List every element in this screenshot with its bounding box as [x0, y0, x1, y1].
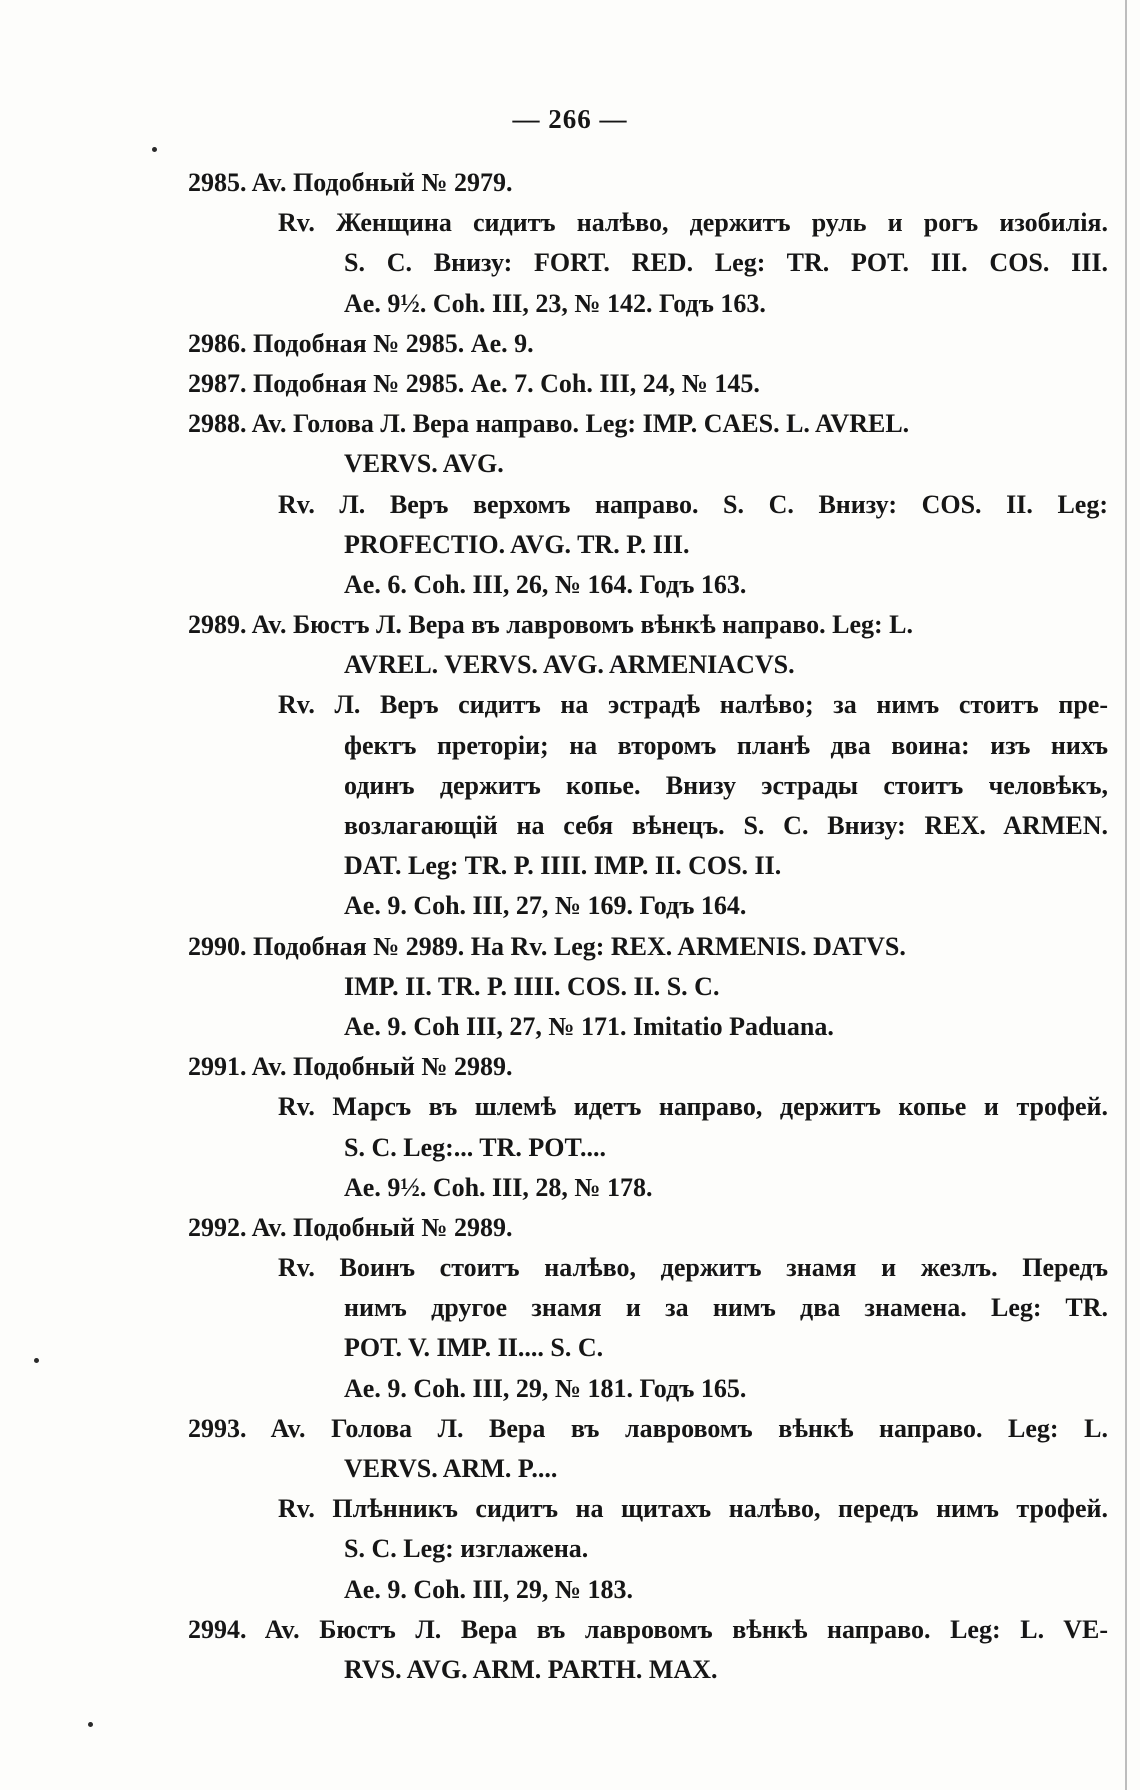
- entry-number: 2985.: [188, 168, 247, 197]
- entry-line: RVS. AVG. ARM. PARTH. MAX.: [344, 1654, 718, 1684]
- entry-line: 2989. Av. Бюстъ Л. Вера въ лавровомъ вѣнкѣ направо. Leg: L.: [188, 610, 913, 640]
- entry-number: 2987.: [188, 368, 247, 398]
- entry-line: AVREL. VERVS. AVG. ARMENIACVS.: [344, 650, 795, 680]
- entry-number: 2990.: [188, 931, 247, 961]
- entry-line: VERVS. AVG.: [344, 449, 504, 479]
- entry-number: 2988.: [188, 409, 247, 439]
- entry-line: Rv. Л. Веръ верхомъ направо. S. C. Внизу: COS. II. Leg:: [278, 489, 1108, 519]
- entry-number: 2992.: [188, 1212, 247, 1242]
- entry-line: Ae. 9. Coh. III, 29, № 181. Годъ 165.: [344, 1373, 747, 1403]
- entry-line: 2991. Av. Подобный № 2989.: [188, 1052, 513, 1082]
- entry-line: Rv. Л. Веръ сидитъ на эстрадѣ налѣво; за нимъ стоитъ пре-: [278, 690, 1108, 720]
- entry-line: S. C. Leg: изглажена.: [344, 1534, 589, 1564]
- entry-line: VERVS. ARM. P....: [344, 1454, 558, 1483]
- entry-line: S. C. Внизу: FORT. RED. Leg: TR. POT. III. COS. III.: [344, 248, 1108, 278]
- page-edge-line: [1125, 0, 1127, 1790]
- entry-line: возлагающій на себя вѣнецъ. S. C. Внизу: REX. ARMEN.: [344, 811, 1108, 840]
- entry-line: Rv. Воинъ стоитъ налѣво, держитъ знамя и жезлъ. Передъ: [278, 1253, 1108, 1283]
- page-number: — 266 —: [512, 104, 628, 134]
- entry-line: 2988. Av. Голова Л. Вера направо. Leg: IMP. CAES. L. AVREL.: [188, 409, 910, 439]
- entry-number: 2989.: [188, 610, 247, 640]
- entry-line: Rv. Марсъ въ шлемѣ идетъ направо, держитъ копье и трофей.: [278, 1092, 1108, 1122]
- entry-line: 2993. Av. Голова Л. Вера въ лавровомъ вѣнкѣ направо. Leg: L.: [188, 1413, 1108, 1443]
- entry-line: PROFECTIO. AVG. TR. P. III.: [344, 529, 690, 559]
- entry-line: 2992. Av. Подобный № 2989.: [188, 1212, 513, 1242]
- entry-line: 2994. Av. Бюстъ Л. Вера въ лавровомъ вѣнкѣ направо. Leg: L. VE-: [188, 1614, 1108, 1644]
- entry-line: 2987. Подобная № 2985. Ae. 7. Coh. III, 24, № 145.: [188, 368, 760, 398]
- scan-speck: [152, 147, 157, 152]
- entry-line: 2985. Av. Подобный № 2979.: [188, 168, 513, 197]
- entry-number: 2993.: [188, 1413, 247, 1443]
- entry-number: 2991.: [188, 1052, 247, 1082]
- scan-speck: [34, 1358, 39, 1363]
- entry-line: 2990. Подобная № 2989. На Rv. Leg: REX. ARMENIS. DATVS.: [188, 931, 906, 961]
- entry-line: Ae. 6. Coh. III, 26, № 164. Годъ 163.: [344, 569, 747, 599]
- entry-number: 2994.: [188, 1614, 247, 1644]
- entry-line: Rv. Плѣнникъ сидитъ на щитахъ налѣво, передъ нимъ трофей.: [278, 1494, 1108, 1524]
- entry-line: нимъ другое знамя и за нимъ два знамена. Leg: TR.: [344, 1293, 1108, 1323]
- entry-line: Ae. 9½. Coh. III, 28, № 178.: [344, 1172, 653, 1202]
- entry-line: 2986. Подобная № 2985. Ae. 9.: [188, 328, 534, 358]
- entry-line: DAT. Leg: TR. P. IIII. IMP. II. COS. II.: [344, 851, 782, 881]
- entry-line: IMP. II. TR. P. IIII. COS. II. S. C.: [344, 971, 720, 1001]
- entry-line: фектъ преторіи; на второмъ планѣ два воина: изъ нихъ: [344, 730, 1108, 760]
- entry-line: S. C. Leg:... TR. POT....: [344, 1132, 606, 1162]
- scan-speck: [88, 1722, 93, 1727]
- catalog-text: [188, 163, 1108, 1690]
- entry-line: Rv. Женщина сидитъ налѣво, держитъ руль и рогъ изобилія.: [278, 208, 1108, 238]
- entry-line: POT. V. IMP. II.... S. C.: [344, 1333, 604, 1363]
- entry-line: Ae. 9. Coh III, 27, № 171. Imitatio Paduana.: [344, 1011, 834, 1041]
- entry-number: 2986.: [188, 328, 247, 358]
- entry-line: одинъ держитъ копье. Внизу эстрады стоитъ человѣкъ,: [344, 770, 1108, 800]
- entry-line: Ae. 9. Coh. III, 27, № 169. Годъ 164.: [344, 891, 747, 921]
- entry-line: Ae. 9½. Coh. III, 23, № 142. Годъ 163.: [344, 288, 766, 318]
- entry-line: Ae. 9. Coh. III, 29, № 183.: [344, 1574, 634, 1604]
